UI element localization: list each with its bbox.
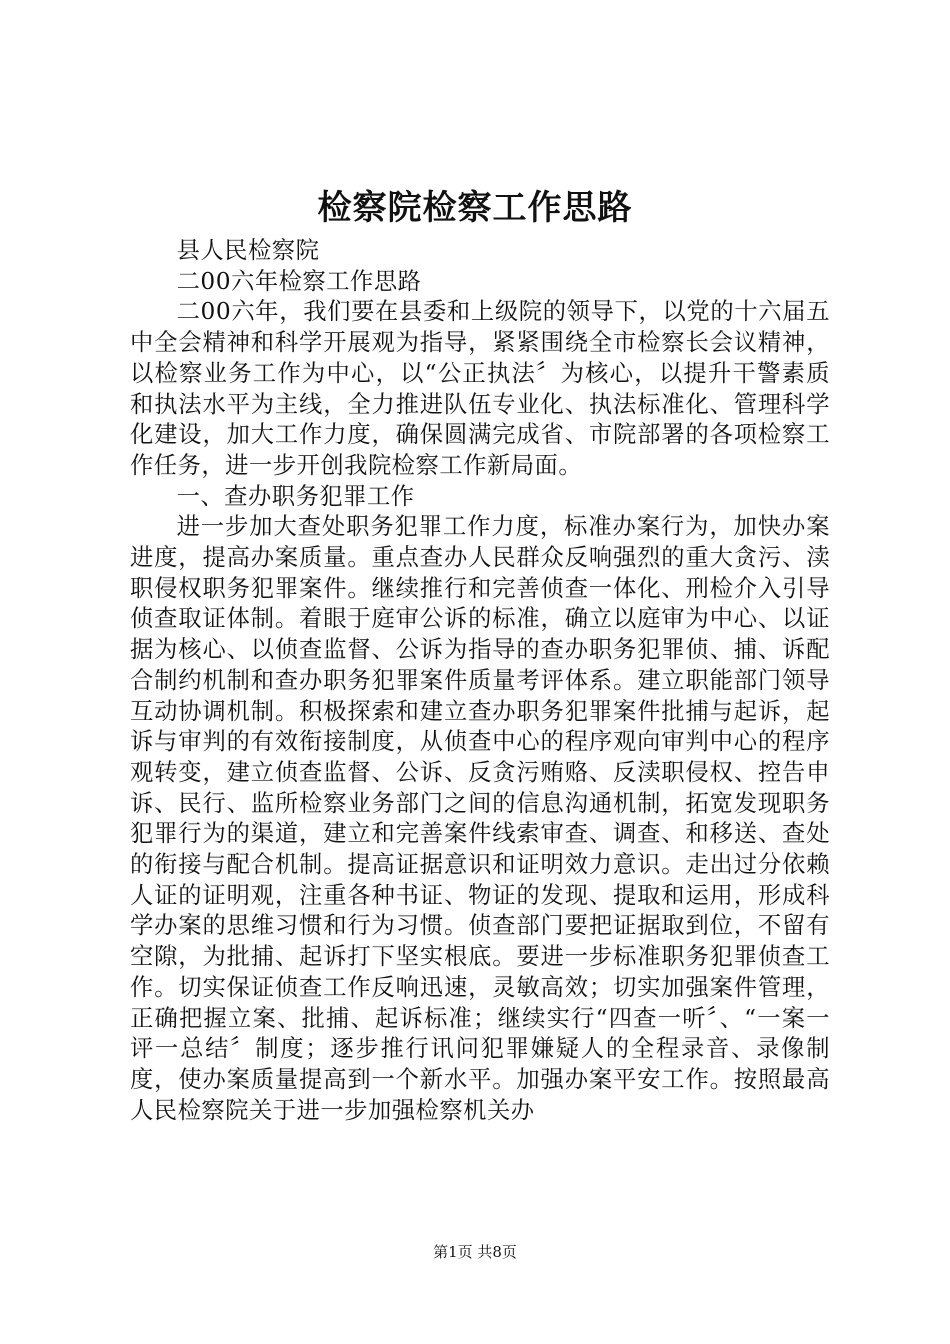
paragraph-intro: 二00六年，我们要在县委和上级院的领导下，以党的十六届五中全会精神和科学开展观为指导，紧紧围绕全市检察长会议精神，以检察业务工作为中心，以“公正执法〞为核心，以提升干警素质和执法水平为主线，全力推进队伍专业化、执法标准化、管理科学化建设，加大工作力度，确保圆满完成省、市院部署的各项检察工作任务，进一步开创我院检察工作新局面。 [130, 298, 830, 479]
document-title: 检察院检察工作思路 [317, 188, 633, 228]
document-body [130, 236, 830, 1126]
paragraph-section-1: 进一步加大查处职务犯罪工作力度，标准办案行为，加快办案进度，提高办案质量。重点查办人民群众反响强烈的重大贪污、渎职侵权职务犯罪案件。继续推行和完善侦查一体化、刑检介入引导侦查取证体制。着眼于庭审公诉的标准，确立以庭审为中心、以证据为核心、以侦查监督、公诉为指导的查办职务犯罪侦、捕、诉配合制约机制和查办职务犯罪案件质量考评体系。建立职能部门领导互动协调机制。积极探索和建立查办职务犯罪案件批捕与起诉，起诉与审判的有效衔接制度，从侦查中心的程序观向审判中心的程序观转变，建立侦查监督、公诉、反贪污贿赂、反渎职侵权、控告申诉、民行、监所检察业务部门之间的信息沟通机制，拓宽发现职务犯罪行为的渠道，建立和完善案件线索审查、调查、和移送、查处的衔接与配合机制。提高证据意识和证明效力意识。走出过分依赖人证的证明观，注重各种书证、物证的发现、提取和运用，形成科学办案的思维习惯和行为习惯。侦查部门要把证据取到位，不留有空隙，为批捕、起诉打下坚实根底。要进一步标准职务犯罪侦查工作。切实保证侦查工作反响迅速，灵敏高效；切实加强案件管理，正确把握立案、批捕、起诉标准；继续实行“四查一听〞、“一案一评一总结〞制度；逐步推行讯问犯罪嫌疑人的全程录音、录像制度，使办案质量提高到一个新水平。加强办案平安工作。按照最高人民检察院关于进一步加强检察机关办 [130, 513, 830, 1124]
paragraph-subtitle: 二00六年检察工作思路 [176, 267, 422, 295]
section-heading: 一、查办职务犯罪工作 [176, 482, 415, 510]
paragraph-organization: 县人民检察院 [176, 237, 320, 264]
page-footer: 第1页 共8页 [433, 1243, 517, 1261]
